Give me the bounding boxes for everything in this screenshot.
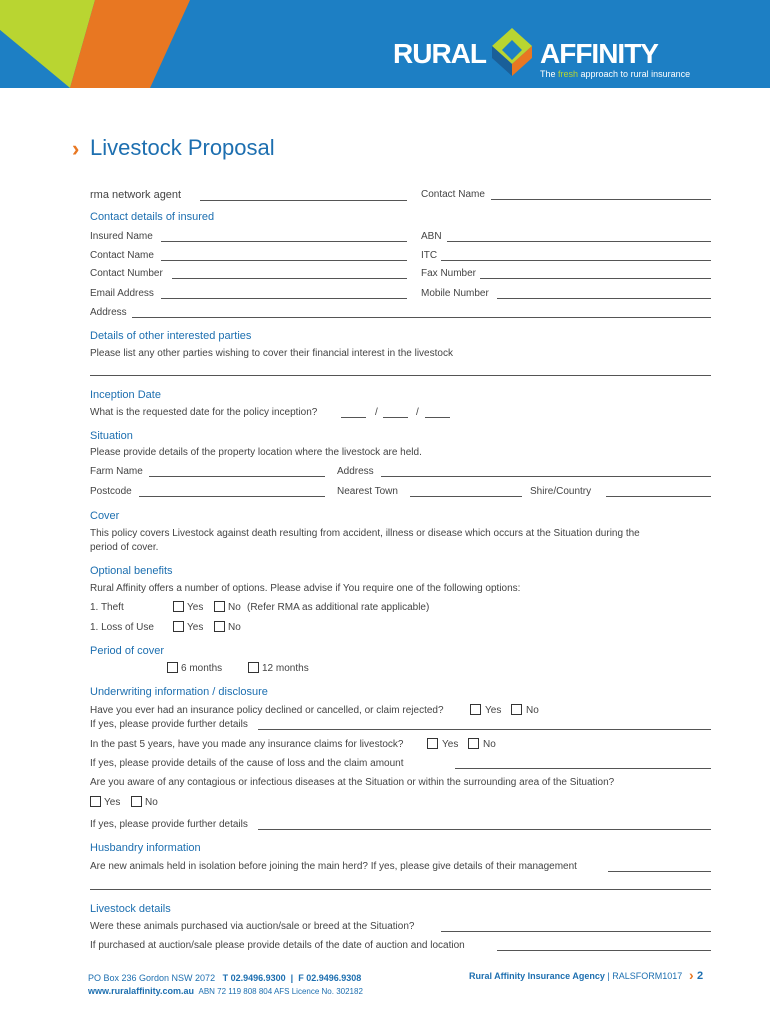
uw-q3-no-label: No [145, 797, 158, 808]
email-label: Email Address [90, 288, 154, 299]
insured-heading: Contact details of insured [90, 211, 215, 223]
rma-agent-field[interactable] [200, 200, 407, 201]
insured-name-field[interactable] [161, 241, 407, 242]
date-separator: / [375, 407, 378, 418]
optional-heading: Optional benefits [90, 565, 173, 577]
fax-label: Fax Number [421, 268, 477, 279]
husbandry-question: Are new animals held in isolation before joining the main herd? If yes, please give details of their management [90, 861, 577, 872]
page-chevron-icon: › [689, 967, 694, 983]
theft-no-checkbox[interactable] [214, 601, 225, 612]
livestock-q2-field[interactable] [497, 950, 711, 951]
abn-label: ABN [421, 231, 442, 242]
loss-yes-label: Yes [187, 622, 204, 633]
underwriting-heading: Underwriting information / disclosure [90, 686, 268, 698]
livestock-q1-field[interactable] [441, 931, 711, 932]
uw-q1-yes-checkbox[interactable] [470, 704, 481, 715]
uw-q3: Are you aware of any contagious or infectious diseases at the Situation or within the surrounding area of the Situation? [90, 777, 615, 788]
mobile-label: Mobile Number [421, 288, 489, 299]
theft-note: (Refer RMA as additional rate applicable) [247, 602, 430, 613]
inception-month-field[interactable] [383, 417, 408, 418]
uw-cause-field[interactable] [455, 768, 711, 769]
footer-web-link[interactable]: www.ruralaffinity.com.au [88, 986, 195, 996]
abn-field[interactable] [447, 241, 711, 242]
uw-q1-further-label: If yes, please provide further details [90, 719, 248, 730]
shire-label: Shire/Country [530, 486, 592, 497]
itc-label: ITC [421, 250, 438, 261]
brand-rural: RURAL [393, 38, 486, 69]
uw-q1-further-field[interactable] [258, 729, 711, 730]
loss-no-label: No [228, 622, 241, 633]
loss-of-use-label: 1. Loss of Use [90, 622, 154, 633]
livestock-q2: If purchased at auction/sale please provide details of the date of auction and location [90, 940, 465, 951]
address-label: Address [90, 307, 127, 318]
uw-q2-yes-label: Yes [442, 739, 459, 750]
husbandry-heading: Husbandry information [90, 842, 201, 854]
situation-address-field[interactable] [381, 476, 711, 477]
cover-text-1: This policy covers Livestock against death resulting from accident, illness or disease which occurs at the Situation during the [90, 528, 640, 539]
inception-day-field[interactable] [341, 417, 366, 418]
theft-yes-label: Yes [187, 602, 204, 613]
postcode-label: Postcode [90, 486, 132, 497]
page-number: 2 [697, 970, 704, 982]
parties-heading: Details of other interested parties [90, 330, 252, 342]
logo-icon [488, 26, 536, 83]
theft-label: 1. Theft [90, 602, 124, 613]
situation-address-label: Address [337, 466, 374, 477]
mobile-field[interactable] [497, 298, 711, 299]
contact-name-field[interactable] [161, 260, 407, 261]
inception-heading: Inception Date [90, 389, 161, 401]
contact-name-label: Contact Name [90, 250, 154, 261]
livestock-q1: Were these animals purchased via auction/sale or breed at the Situation? [90, 921, 415, 932]
date-separator: / [416, 407, 419, 418]
footer-web-line: www.ruralaffinity.com.au ABN 72 119 808 804 AFS Licence No. 302182 [88, 986, 363, 996]
title-chevron-icon: › [72, 136, 80, 161]
footer-address: PO Box 236 Gordon NSW 2072 T 02.9496.9300 | F 02.9496.9308 [88, 973, 362, 983]
theft-yes-checkbox[interactable] [173, 601, 184, 612]
itc-field[interactable] [441, 260, 711, 261]
uw-q3-yes-label: Yes [104, 797, 121, 808]
contact-number-label: Contact Number [90, 268, 163, 279]
footer-agency: Rural Affinity Insurance Agency | RALSFORM1017 [469, 971, 683, 981]
livestock-heading: Livestock details [90, 903, 171, 915]
husbandry-field-1[interactable] [608, 871, 711, 872]
optional-text: Rural Affinity offers a number of options. Please advise if You require one of the following options: [90, 583, 521, 594]
parties-text: Please list any other parties wishing to cover their financial interest in the livestock [90, 348, 453, 359]
situation-heading: Situation [90, 430, 133, 442]
header-banner [0, 0, 770, 88]
farm-name-field[interactable] [149, 476, 325, 477]
uw-q3-no-checkbox[interactable] [131, 796, 142, 807]
nearest-town-field[interactable] [410, 496, 522, 497]
husbandry-field-2[interactable] [90, 889, 711, 890]
loss-yes-checkbox[interactable] [173, 621, 184, 632]
twelve-months-checkbox[interactable] [248, 662, 259, 673]
uw-q2: In the past 5 years, have you made any insurance claims for livestock? [90, 739, 404, 750]
uw-q3-further-field[interactable] [258, 829, 711, 830]
postcode-field[interactable] [139, 496, 325, 497]
brand-affinity: AFFINITY [540, 38, 658, 69]
theft-no-label: No [228, 602, 241, 613]
farm-name-label: Farm Name [90, 466, 143, 477]
inception-year-field[interactable] [425, 417, 450, 418]
uw-q1: Have you ever had an insurance policy declined or cancelled, or claim rejected? [90, 705, 444, 716]
uw-q2-yes-checkbox[interactable] [427, 738, 438, 749]
twelve-months-label: 12 months [262, 663, 309, 674]
uw-q1-yes-label: Yes [485, 705, 502, 716]
uw-q3-yes-checkbox[interactable] [90, 796, 101, 807]
uw-cause-label: If yes, please provide details of the cause of loss and the claim amount [90, 758, 404, 769]
uw-q1-no-label: No [526, 705, 539, 716]
parties-field[interactable] [90, 375, 711, 376]
cover-text-2: period of cover. [90, 542, 159, 553]
loss-no-checkbox[interactable] [214, 621, 225, 632]
inception-question: What is the requested date for the policy inception? [90, 407, 318, 418]
six-months-checkbox[interactable] [167, 662, 178, 673]
contact-number-field[interactable] [172, 278, 407, 279]
rma-agent-label: rma network agent [90, 189, 182, 201]
uw-q1-no-checkbox[interactable] [511, 704, 522, 715]
six-months-label: 6 months [181, 663, 223, 674]
situation-text: Please provide details of the property location where the livestock are held. [90, 447, 422, 458]
uw-q2-no-label: No [483, 739, 496, 750]
page-title: Livestock Proposal [90, 135, 275, 160]
period-heading: Period of cover [90, 645, 164, 657]
nearest-town-label: Nearest Town [337, 486, 398, 497]
uw-q3-further-label: If yes, please provide further details [90, 819, 248, 830]
address-field[interactable] [132, 317, 711, 318]
fax-field[interactable] [480, 278, 711, 279]
email-field[interactable] [161, 298, 407, 299]
agent-contact-label: Contact Name [421, 189, 485, 200]
insured-name-label: Insured Name [90, 231, 153, 242]
uw-q2-no-checkbox[interactable] [468, 738, 479, 749]
agent-contact-field[interactable] [491, 199, 711, 200]
tagline: The fresh approach to rural insurance [540, 69, 691, 79]
shire-field[interactable] [606, 496, 711, 497]
cover-heading: Cover [90, 510, 120, 522]
